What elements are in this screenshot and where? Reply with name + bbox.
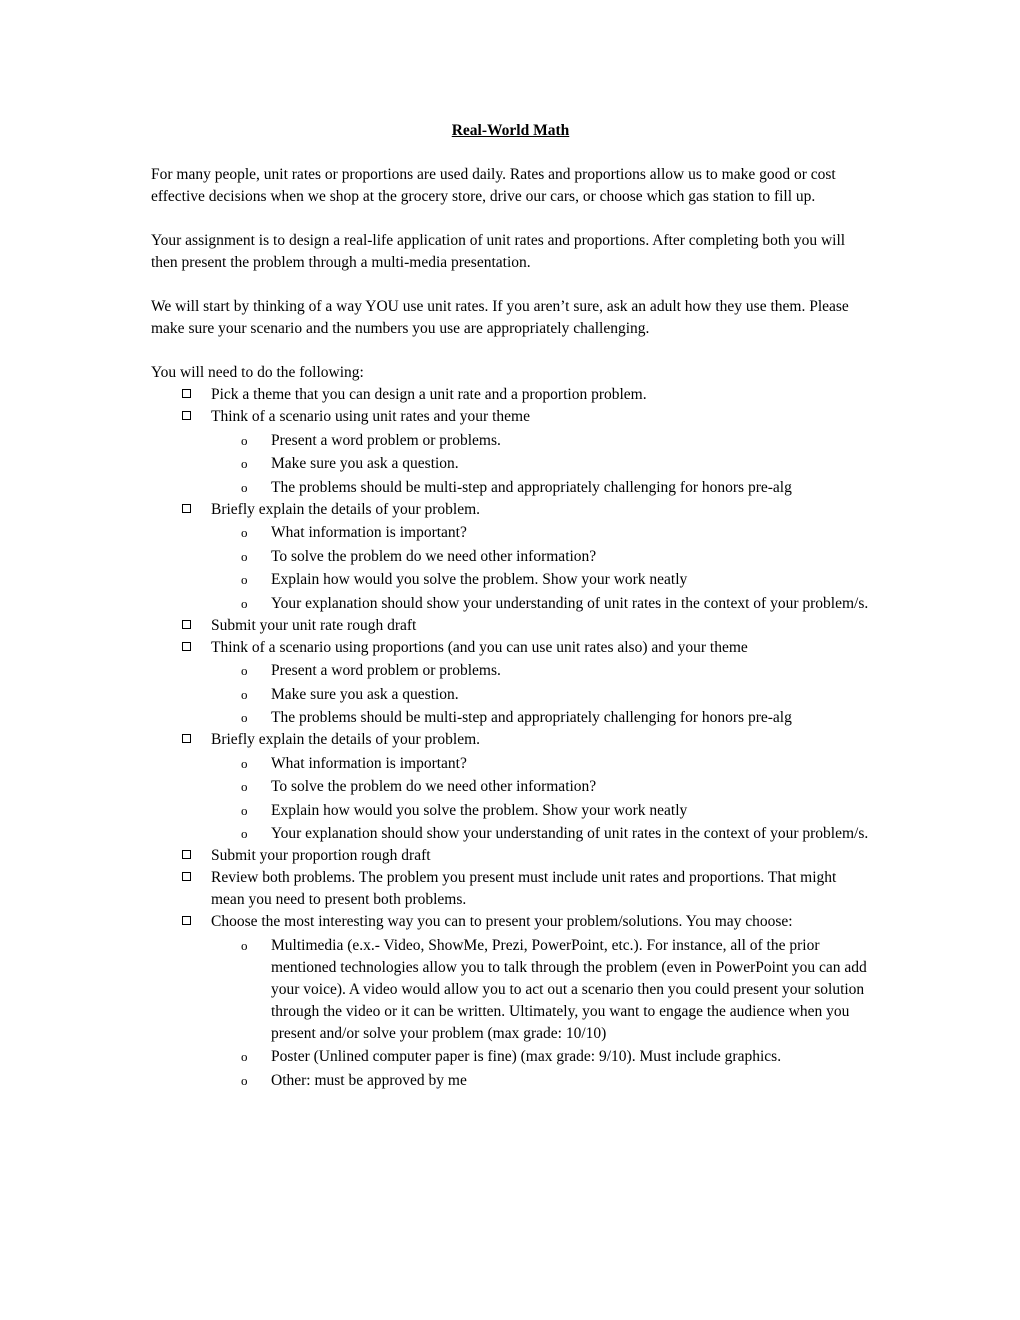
circle-bullet-icon: o bbox=[241, 802, 248, 818]
checklist-item-text: Pick a theme that you can design a unit rate and a proportion problem. bbox=[211, 386, 647, 403]
checkbox-icon bbox=[182, 872, 191, 881]
sub-list-item bbox=[211, 660, 870, 682]
sub-list bbox=[211, 935, 870, 1092]
checklist-item bbox=[151, 637, 870, 730]
checklist-item bbox=[151, 845, 870, 867]
sub-list-item-text: Make sure you ask a question. bbox=[271, 455, 459, 472]
sub-list-item bbox=[211, 1070, 870, 1092]
checkbox-icon bbox=[182, 504, 191, 513]
checklist-item-text: Review both problems. The problem you present must include unit rates and proportions. That might mean you need to present both problems. bbox=[211, 869, 837, 908]
sub-list-item-text: Multimedia (e.x.- Video, ShowMe, Prezi, PowerPoint, etc.). For instance, all of the prior mentioned technologies allow you to talk through the problem (even in PowerPoint you can add your voice). A video would allow you to act out a scenario then you could present your solution through the video or it can be written. Ultimately, you want to engage the audience when you present and/or solve your problem (max grade: 10/10) bbox=[271, 936, 867, 1042]
circle-bullet-icon: o bbox=[241, 548, 248, 564]
sub-list-item-text: Present a word problem or problems. bbox=[271, 431, 501, 449]
sub-list-item bbox=[211, 477, 870, 499]
checkbox-icon bbox=[182, 916, 191, 925]
circle-bullet-icon: o bbox=[241, 595, 248, 611]
task-checklist bbox=[151, 384, 870, 1092]
checklist-item-text: Briefly explain the details of your problem. bbox=[211, 731, 481, 748]
sub-list-item-text: What information is important? bbox=[271, 754, 467, 772]
document-title: Real-World Math bbox=[451, 122, 570, 139]
checkbox-icon bbox=[182, 620, 191, 629]
sub-list-item bbox=[211, 430, 870, 452]
sub-list-item-text: What information is important? bbox=[271, 524, 467, 541]
sub-list-item bbox=[211, 823, 870, 845]
checklist-item-text: Briefly explain the details of your problem. bbox=[211, 500, 481, 518]
checklist-item bbox=[151, 911, 870, 1092]
sub-list-item bbox=[211, 707, 870, 729]
circle-bullet-icon: o bbox=[241, 525, 248, 540]
sub-list-item-text: Explain how would you solve the problem. Show your work neatly bbox=[271, 571, 688, 588]
sub-list-item-text: The problems should be multi-step and appropriately challenging for honors pre-alg bbox=[271, 478, 792, 496]
checkbox-icon bbox=[182, 734, 191, 743]
checklist-item-text: Think of a scenario using proportions (and you can use unit rates also) and your theme bbox=[211, 638, 748, 656]
sub-list-item bbox=[211, 753, 870, 775]
sub-list-item-text: Make sure you ask a question. bbox=[271, 685, 459, 703]
sub-list-item bbox=[211, 593, 870, 615]
checklist-item-text: Submit your unit rate rough draft bbox=[211, 616, 417, 634]
checklist-item-text: Think of a scenario using unit rates and your theme bbox=[211, 408, 530, 425]
sub-list-item-text: To solve the problem do we need other information? bbox=[271, 778, 597, 795]
circle-bullet-icon: o bbox=[241, 937, 248, 953]
sub-list-item bbox=[211, 935, 870, 1045]
circle-bullet-icon: o bbox=[241, 456, 248, 471]
sub-list-item bbox=[211, 1046, 870, 1068]
sub-list-item-text: Your explanation should show your understanding of unit rates in the context of your problem/s. bbox=[271, 825, 869, 842]
checkbox-icon bbox=[182, 389, 191, 398]
circle-bullet-icon: o bbox=[241, 826, 248, 841]
circle-bullet-icon: o bbox=[241, 1072, 248, 1088]
checklist-item bbox=[151, 867, 870, 911]
sub-list-item-text: To solve the problem do we need other information? bbox=[271, 547, 597, 565]
checklist-item-text: Submit your proportion rough draft bbox=[211, 847, 431, 864]
circle-bullet-icon: o bbox=[241, 755, 248, 771]
sub-list bbox=[211, 522, 870, 615]
checkbox-icon bbox=[182, 411, 191, 420]
checkbox-icon bbox=[182, 850, 191, 859]
sub-list-item bbox=[211, 569, 870, 591]
list-intro: You will need to do the following: bbox=[151, 364, 364, 381]
circle-bullet-icon: o bbox=[241, 663, 248, 678]
sub-list bbox=[211, 430, 870, 499]
checklist-item bbox=[151, 406, 870, 499]
circle-bullet-icon: o bbox=[241, 432, 248, 448]
checklist-item bbox=[151, 499, 870, 615]
sub-list-item-text: Present a word problem or problems. bbox=[271, 662, 501, 679]
checklist-item-text: Choose the most interesting way you can to present your problem/solutions. You may choose: bbox=[211, 913, 793, 930]
circle-bullet-icon: o bbox=[241, 710, 248, 725]
start-paragraph: We will start by thinking of a way YOU use unit rates. If you aren’t sure, ask an adult how they use them. Please make sure your scenario and the numbers you use are appropriately challenging. bbox=[151, 298, 849, 337]
intro-paragraph: For many people, unit rates or proportions are used daily. Rates and proportions allow us to make good or cost effective decisions when we shop at the grocery store, drive our cars, or choose which gas station to fill up. bbox=[151, 166, 836, 205]
checkbox-icon bbox=[182, 642, 191, 651]
sub-list-item bbox=[211, 776, 870, 798]
sub-list bbox=[211, 660, 870, 729]
sub-list bbox=[211, 753, 870, 846]
sub-list-item bbox=[211, 522, 870, 544]
sub-list-item bbox=[211, 546, 870, 568]
checklist-item bbox=[151, 615, 870, 637]
checklist-item bbox=[151, 384, 870, 406]
circle-bullet-icon: o bbox=[241, 779, 248, 794]
sub-list-item-text: The problems should be multi-step and appropriately challenging for honors pre-alg bbox=[271, 709, 792, 726]
sub-list-item-text: Explain how would you solve the problem. Show your work neatly bbox=[271, 801, 688, 819]
sub-list-item bbox=[211, 684, 870, 706]
checklist-item bbox=[151, 729, 870, 845]
sub-list-item-text: Poster (Unlined computer paper is fine) (max grade: 9/10). Must include graphics. bbox=[271, 1048, 782, 1065]
sub-list-item bbox=[211, 800, 870, 822]
sub-list-item bbox=[211, 453, 870, 475]
assignment-paragraph: Your assignment is to design a real-life application of unit rates and proportions. After completing both you will then present the problem through a multi-media presentation. bbox=[151, 232, 846, 271]
sub-list-item-text: Other: must be approved by me bbox=[271, 1071, 467, 1089]
circle-bullet-icon: o bbox=[241, 572, 248, 587]
circle-bullet-icon: o bbox=[241, 479, 248, 495]
sub-list-item-text: Your explanation should show your understanding of unit rates in the context of your problem/s. bbox=[271, 594, 869, 612]
circle-bullet-icon: o bbox=[241, 1049, 248, 1064]
circle-bullet-icon: o bbox=[241, 686, 248, 702]
